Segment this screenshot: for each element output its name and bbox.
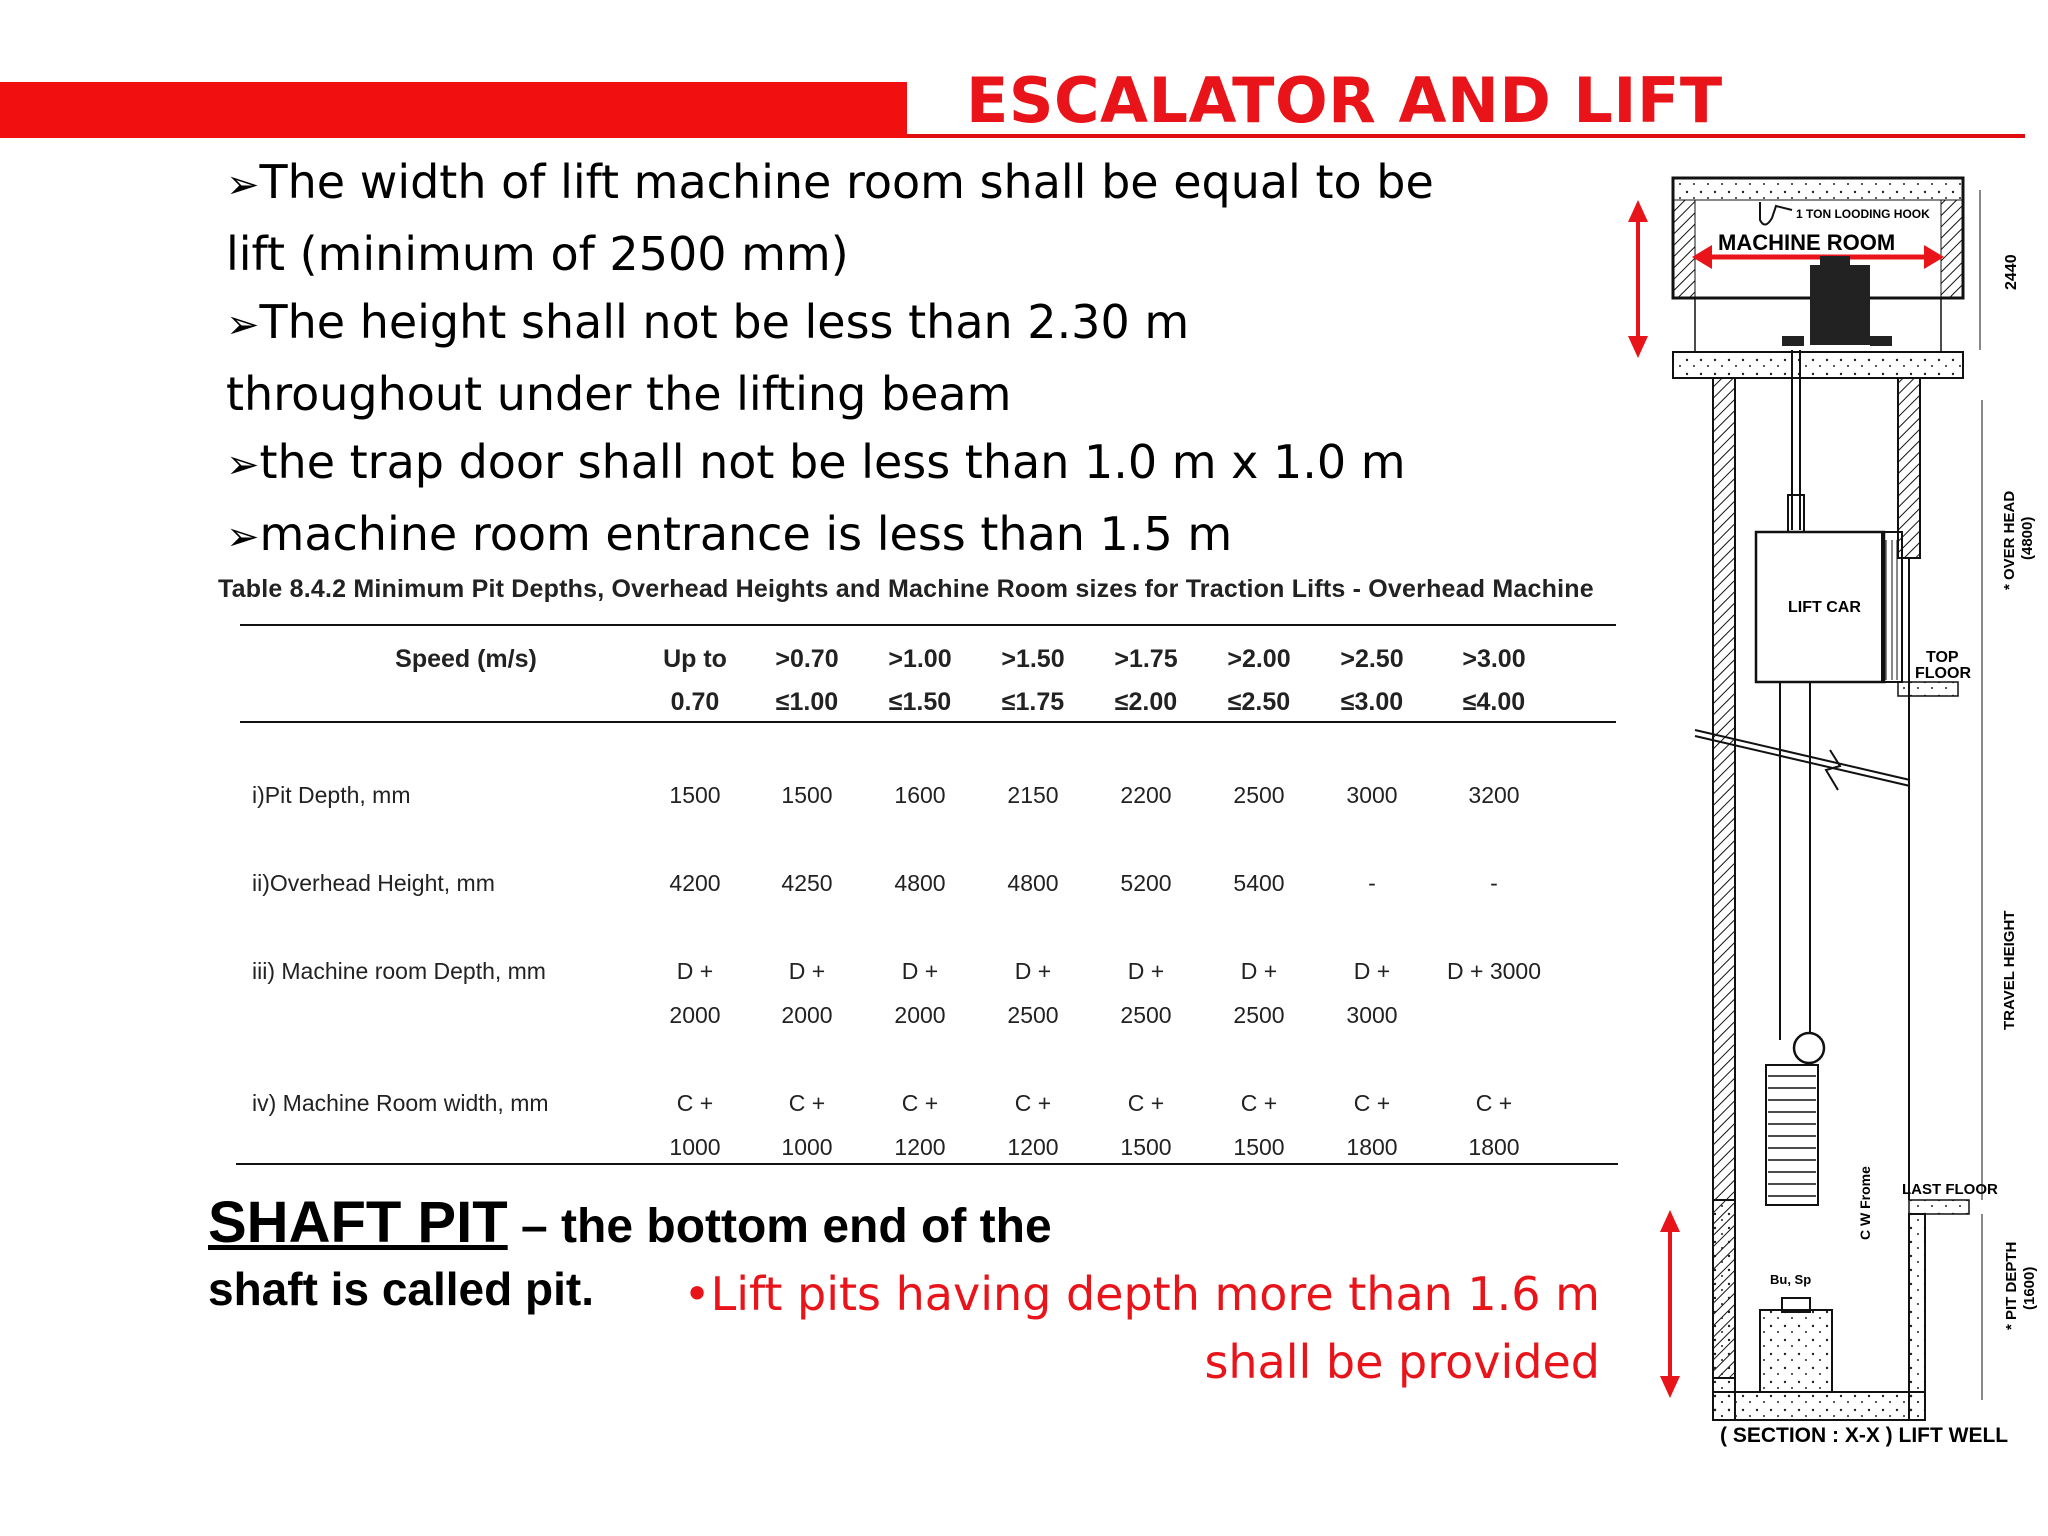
overhead-label: * OVER HEAD — [2001, 490, 2018, 590]
travel-height-label: TRAVEL HEIGHT — [2001, 910, 2018, 1030]
table-cell: 2000 — [894, 1002, 946, 1028]
table-cell: C + — [788, 1090, 826, 1116]
table-cell: 2500 — [1120, 1002, 1172, 1028]
table-cell: 5200 — [1120, 870, 1172, 896]
speed-col-header: ≤3.00 — [1340, 688, 1404, 716]
speed-col-header: ≤1.00 — [775, 688, 839, 716]
bullet-item-cont: throughout under the lifting beam — [226, 366, 1012, 421]
overhead-value: (4800) — [2019, 516, 2036, 560]
table-rule-bottom — [236, 1163, 1618, 1165]
table-cell: C + — [1127, 1090, 1165, 1116]
table-cell: D + — [1353, 958, 1391, 984]
table-cell: 2500 — [1233, 1002, 1285, 1028]
speed-col-header: >2.50 — [1340, 645, 1404, 673]
bullet-item: ➢machine room entrance is less than 1.5 m — [226, 506, 1233, 561]
table-cell: D + — [676, 958, 714, 984]
shaft-pit-definition-cont: shaft is called pit. — [208, 1263, 594, 1315]
pit-floor — [1713, 1392, 1925, 1420]
arrow-bullet-icon: ➢ — [226, 162, 260, 208]
table-cell: 4200 — [669, 870, 721, 896]
table-cell: 2200 — [1120, 782, 1172, 808]
bullet-item: ➢The height shall not be less than 2.30 m — [226, 295, 1190, 349]
speed-col-header: ≤2.00 — [1114, 688, 1178, 716]
table-cell: 1200 — [894, 1134, 946, 1160]
table-row-label: i)Pit Depth, mm — [252, 782, 411, 808]
table-row-label: ii)Overhead Height, mm — [252, 870, 495, 896]
bullet-item: ➢The width of lift machine room shall be equal to be — [226, 155, 1434, 209]
speed-header: Speed (m/s) — [395, 645, 537, 673]
top-floor-label-2: FLOOR — [1915, 665, 1971, 682]
speed-col-header: Up to — [663, 645, 727, 673]
shaft-pit-term: SHAFT PIT — [208, 1190, 508, 1255]
bullet-item: ➢the trap door shall not be less than 1.0 m x 1.0 m — [226, 435, 1406, 489]
table-cell: - — [1490, 870, 1498, 896]
lift-well-section-diagram — [1600, 160, 2040, 1450]
speed-col-header: >2.00 — [1227, 645, 1291, 673]
pit-depth-label: * PIT DEPTH — [2003, 1241, 2020, 1330]
table-cell: 3000 — [1346, 1002, 1398, 1028]
speed-col-header: ≤4.00 — [1462, 688, 1526, 716]
hook-icon — [1760, 202, 1792, 225]
arrow-bullet-icon: ➢ — [226, 513, 260, 560]
machine-room-slab — [1673, 352, 1963, 378]
table-cell: 2150 — [1007, 782, 1059, 808]
table-cell: 1500 — [669, 782, 721, 808]
table-cell: - — [1368, 870, 1376, 896]
table-cell: 1800 — [1468, 1134, 1520, 1160]
bullet-item-cont: lift (minimum of 2500 mm) — [226, 226, 849, 281]
speed-col-header: >1.75 — [1114, 645, 1178, 673]
pulley — [1794, 1033, 1824, 1063]
buffer-base — [1760, 1310, 1832, 1392]
table-row-label: iii) Machine room Depth, mm — [252, 958, 546, 984]
table-cell: C + — [1240, 1090, 1278, 1116]
table-cell: C + — [1014, 1090, 1052, 1116]
lift-car-label: LIFT CAR — [1788, 599, 1861, 616]
table-cell: D + — [1014, 958, 1052, 984]
speed-col-header: ≤1.50 — [888, 688, 952, 716]
table-cell: 4800 — [894, 870, 946, 896]
cw-frame-label: C W Frome — [1857, 1166, 1873, 1240]
speed-col-header: ≤2.50 — [1227, 688, 1291, 716]
table-cell: 1000 — [669, 1134, 721, 1160]
machine-room-label: MACHINE ROOM — [1718, 230, 1896, 255]
arrow-bullet-icon: ➢ — [226, 442, 260, 488]
table-cell: 5400 — [1233, 870, 1285, 896]
table-cell: D + 3000 — [1447, 958, 1541, 984]
page-title: ESCALATOR AND LIFT — [966, 64, 1723, 137]
section-label: ( SECTION : X-X ) LIFT WELL — [1720, 1424, 2009, 1447]
speed-col-header: >3.00 — [1462, 645, 1526, 673]
hook-label: 1 TON LOODING HOOK — [1796, 207, 1930, 221]
table-cell: 2500 — [1233, 782, 1285, 808]
table-cell: 3200 — [1468, 782, 1520, 808]
table-cell: C + — [1353, 1090, 1391, 1116]
speed-col-header: >1.50 — [1001, 645, 1065, 673]
top-floor-label-1: TOP — [1926, 649, 1959, 666]
table-cell: 1500 — [781, 782, 833, 808]
header-red-bar — [0, 82, 907, 138]
speed-col-header: >1.00 — [888, 645, 952, 673]
arrow-bullet-icon: ➢ — [226, 302, 260, 348]
pit-note: •Lift pits having depth more than 1.6 m shall be provided — [683, 1267, 1600, 1389]
table-cell: 4250 — [781, 870, 833, 896]
table-cell: C + — [1475, 1090, 1513, 1116]
buffer-label: Bu, Sp — [1770, 1272, 1812, 1287]
table-cell: 1600 — [894, 782, 946, 808]
pit-depth-value: (1600) — [2021, 1266, 2038, 1310]
table-row-label: iv) Machine Room width, mm — [252, 1090, 549, 1116]
table-rule-header — [240, 721, 1616, 723]
table-cell: 2500 — [1007, 1002, 1059, 1028]
traction-machine — [1810, 265, 1870, 345]
dim-machine-room: 2440 — [2003, 254, 2020, 290]
table-cell: 2000 — [669, 1002, 721, 1028]
speed-col-header: ≤1.75 — [1001, 688, 1065, 716]
table-cell: 1200 — [1007, 1134, 1059, 1160]
speed-col-header: >0.70 — [775, 645, 839, 673]
table-cell: D + — [1240, 958, 1278, 984]
bullet-list — [226, 148, 1566, 571]
table-cell: 4800 — [1007, 870, 1059, 896]
table-caption: Table 8.4.2 Minimum Pit Depths, Overhead Heights and Machine Room sizes for Traction Lifts - Overhead Machine — [218, 575, 1594, 603]
table-cell: D + — [788, 958, 826, 984]
table-cell: C + — [676, 1090, 714, 1116]
table-cell: 1500 — [1120, 1134, 1172, 1160]
last-floor-label: LAST FLOOR — [1902, 1181, 1998, 1198]
table-cell: 1500 — [1233, 1134, 1285, 1160]
table-cell: 3000 — [1346, 782, 1398, 808]
table-rule-top — [240, 624, 1616, 626]
shaft-pit-definition: SHAFT PIT – the bottom end of the — [208, 1190, 1052, 1255]
table-cell: 1000 — [781, 1134, 833, 1160]
table-cell: D + — [901, 958, 939, 984]
table-cell: 1800 — [1346, 1134, 1398, 1160]
speed-col-header: 0.70 — [670, 688, 720, 716]
table-cell: 2000 — [781, 1002, 833, 1028]
table-cell: D + — [1127, 958, 1165, 984]
table-cell: C + — [901, 1090, 939, 1116]
